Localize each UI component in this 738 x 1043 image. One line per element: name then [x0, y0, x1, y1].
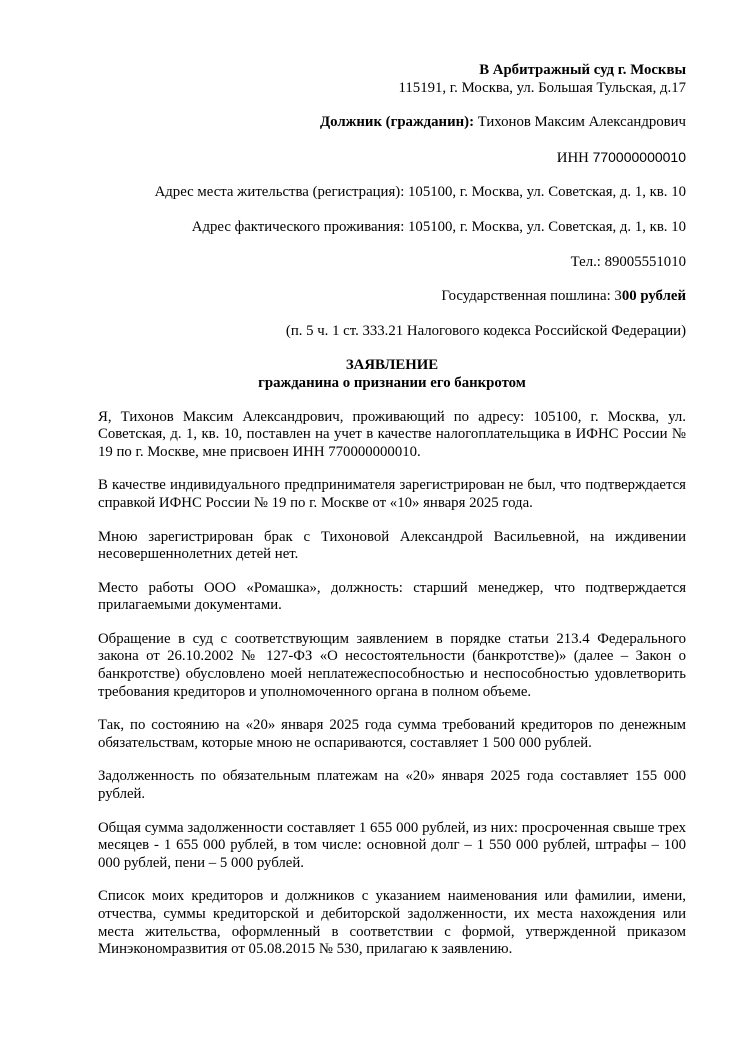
phone-line: Тел.: 89005551010 — [570, 253, 686, 270]
application-subtitle: гражданина о признании его банкротом — [258, 374, 526, 391]
document-body — [98, 409, 686, 959]
debtor-label: Должник (гражданин): — [319, 114, 478, 131]
paragraph-employment: Место работы ООО «Ромашка», должность: старший менеджер, что подтверждается прилагаемыми документами. — [98, 579, 686, 614]
paragraph-creditor-claims: Так, по состоянию на «20» января 2025 года сумма требований кредиторов по денежным обязательствам, которые мною не оспариваются, составляет 1 500 000 рублей. — [98, 717, 686, 751]
debtor-line — [98, 114, 686, 132]
state-fee-label: Государственная пошлина: 3 — [441, 288, 622, 305]
paragraph-legal-grounds: Обращение в суд с соответствующим заявлением в порядке статьи 213.4 Федерального закона от 26.10.2002 № 127-ФЗ «О несостоятельности (банкротстве)» (далее – Закон о банкротстве) обусловлено моей неплатежеспособностью и неспособностью удовлетворить требования кредиторов и уполномоченного органа в полном объеме. — [98, 630, 686, 700]
paragraph-mandatory-payments: Задолженность по обязательным платежам на «20» января 2025 года составляет 155 000 рублей. — [98, 768, 686, 803]
paragraph-marriage: Мною зарегистрирован брак с Тихоновой Александрой Васильевной, на иждивении несовершеннолетних детей нет. — [98, 528, 686, 563]
paragraph-total-debt: Общая сумма задолженности составляет 1 655 000 рублей, из них: просроченная свыше трех месяцев - 1 655 000 рублей, в том числе: основной долг – 1 550 000 рублей, штрафы – 100 000 рублей, пени – 5 000 рублей. — [98, 819, 686, 871]
registration-address-line: Адрес места жительства (регистрация): 105100, г. Москва, ул. Советская, д. 1, кв. 10 — [154, 184, 686, 201]
inn-value: 770000000010 — [592, 148, 686, 165]
paragraph-creditors-list: Список моих кредиторов и должников с указанием наименования или фамилии, имени, отчества, суммы кредиторской и дебиторской задолженности, их места нахождения или места жительства, оформленный в соответствии с формой, утвержденной приказом Минэкономразвития от 05.08.2015 № 530, прилагаю к заявлению. — [98, 888, 686, 958]
paragraph-no-ip-status: В качестве индивидуального предпринимателя зарегистрирован не был, что подтверждается справкой ИФНС России № 19 по г. Москве от «10» января 2025 года. — [98, 477, 686, 511]
paragraph-applicant-info: Я, Тихонов Максим Александрович, проживающий по адресу: 105100, г. Москва, ул. Советская, д. 1, кв. 10, поставлен на учет в качестве налогоплательщика в ИФНС России № 19 по г. Москве, мне присвоен ИНН 770000000010. — [98, 408, 686, 460]
fee-legal-basis: (п. 5 ч. 1 ст. 333.21 Налогового кодекса Российской Федерации) — [285, 322, 686, 339]
court-name: В Арбитражный суд г. Москвы — [479, 62, 686, 78]
actual-address-line: Адрес фактического проживания: 105100, г. Москва, ул. Советская, д. 1, кв. 10 — [191, 218, 686, 235]
inn-label: ИНН — [556, 149, 593, 166]
document-header — [98, 62, 686, 340]
debtor-name: Тихонов Максим Александрович — [477, 114, 686, 131]
inn-line — [98, 149, 686, 168]
court-address: 115191, г. Москва, ул. Большая Тульская, д.17 — [398, 79, 686, 96]
state-fee-amount: 00 рублей — [621, 288, 686, 305]
application-title: ЗАЯВЛЕНИЕ — [345, 357, 439, 374]
application-title-block — [98, 357, 686, 392]
state-fee-line — [98, 288, 686, 306]
